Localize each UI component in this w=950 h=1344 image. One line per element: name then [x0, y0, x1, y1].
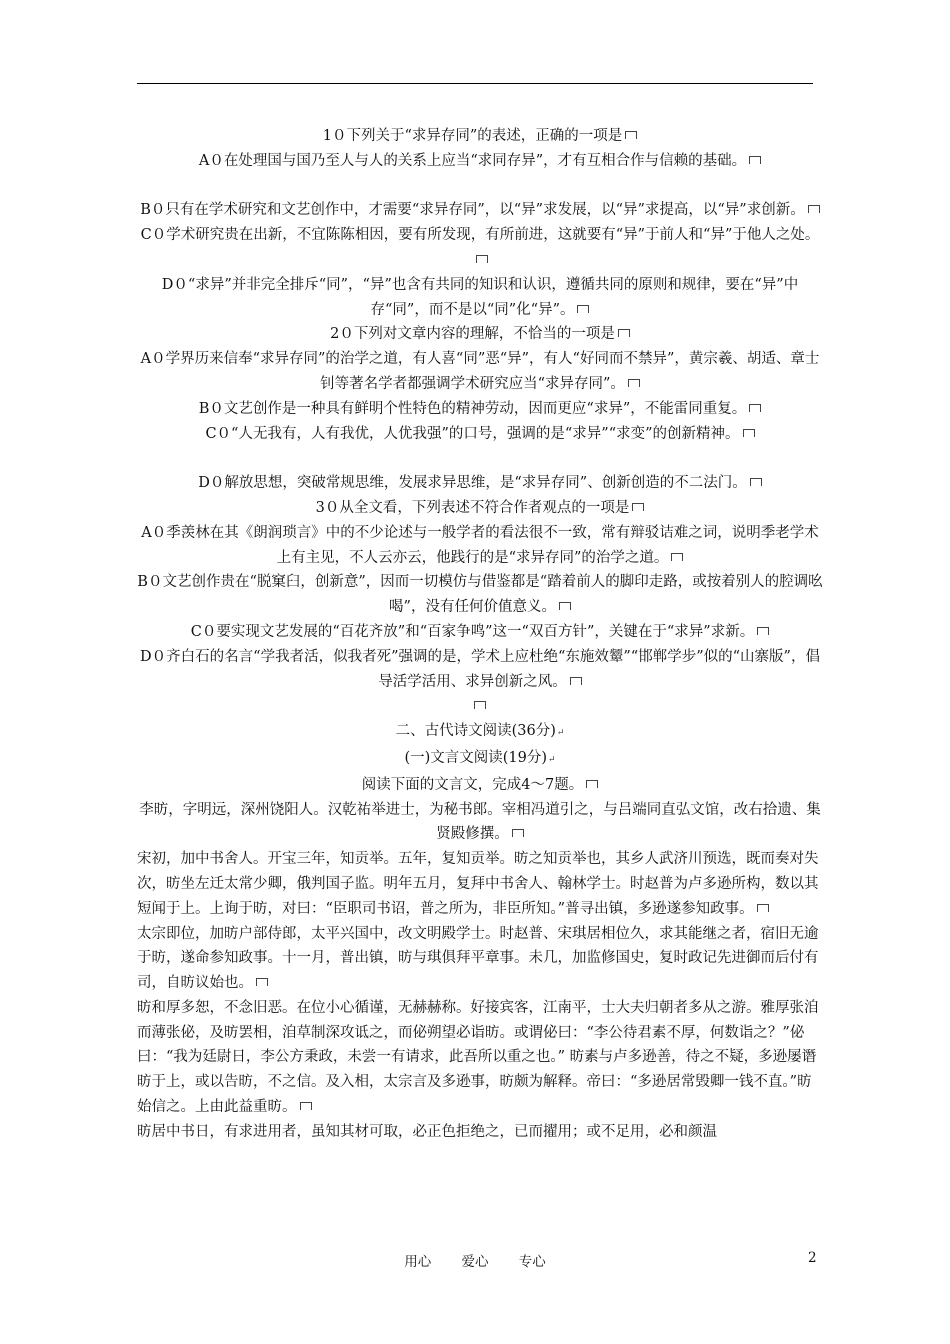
paragraph-mark-icon [757, 627, 769, 635]
q3-option-b: B０文艺创作贵在“脱窠臼，创新意”，因而一切模仿与借鉴都是“踏着前人的脚印走路，或按着别人的腔调吆喝”，没有任何价值意义。 [137, 574, 823, 616]
paragraph-mark-icon [577, 305, 589, 313]
q1-option-c: C０学术研究贵在出新，不宜陈陈相因，要有所发现，有所前进，这就要有“异”于前人和“异”于他人之处。 [137, 223, 823, 273]
paragraph-mark-icon [671, 553, 683, 561]
paragraph-mark-icon [757, 904, 769, 912]
section-subtitle: (一)文言文阅读(19分)↵ [137, 746, 823, 773]
paragraph-mark-icon [474, 701, 486, 709]
paragraph-mark-icon [749, 156, 761, 164]
q2-option-c: C０“人无我有，人有我优，人优我强”的口号，强调的是“求异”“求变”的创新精神。 [137, 422, 823, 447]
section-instruction: 阅读下面的文言文，完成4～7题。 [137, 773, 823, 798]
paragraph-mark-icon [256, 978, 268, 986]
q1-option-d: D０“求异”并非完全排斥“同”，“异”也含有共同的知识和认识，遵循共同的原则和规律，要在“异”中存“同”，而不是以“同”化“异”。 [161, 276, 799, 318]
header-rule [137, 83, 813, 84]
paragraph-mark-icon [750, 478, 762, 486]
paragraph-mark-icon [476, 255, 488, 263]
paragraph-mark-icon [632, 503, 644, 511]
section-title: 二、古代诗文阅读(36分)↵ [137, 719, 823, 746]
paragraph-mark-icon [618, 329, 630, 337]
paragraph-mark-icon [586, 780, 598, 788]
q2-option-b: B０文艺创作是一种具有鲜明个性特色的精神劳动，因而更应“求异”，不能雷同重复。 [137, 397, 823, 422]
paragraph-mark-icon [749, 404, 761, 412]
paragraph-mark-icon [628, 379, 640, 387]
q1-stem: 1０下列关于“求异存同”的表述，正确的一项是 [137, 124, 823, 149]
q2-option-d: D０解放思想，突破常规思维，发展求异思维，是“求异存同”、创新创造的不二法门。 [137, 471, 823, 496]
footer-motto: 用心 爱心 专心 [404, 1254, 546, 1270]
passage-paragraph-5: 昉居中书日，有求进用者，虽知其材可取，必正色拒绝之，已而擢用；或不足用，必和颜温 [137, 1123, 717, 1140]
passage-paragraph-3: 太宗即位，加昉户部侍郎，太平兴国中，改文明殿学士。时赵普、宋琪居相位久，求其能继之者，宿旧无逾于昉，遂命参知政事。十一月，普出镇，昉与琪俱拜平章事。未几，加监修国史，复时政记先进御而后付有司，自昉议始也。 [137, 925, 819, 992]
q1-option-a: A０在处理国与国乃至人与人的关系上应当“求同存异”，才有互相合作与信赖的基础。 [137, 149, 823, 174]
q1-option-b: B０只有在学术研究和文艺创作中，才需要“求异存同”，以“异”求发展，以“异”求提高，以“异”求创新。 [137, 198, 823, 223]
paragraph-mark-icon [743, 429, 755, 437]
q3-option-d: D０齐白石的名言“学我者活，似我者死”强调的是，学术上应杜绝“东施效颦”“邯郸学步”似的“山寨版”，倡导活学活用、求异创新之风。 [140, 648, 820, 690]
empty-paragraph [137, 694, 823, 719]
q3-option-a: A０季羡林在其《朗润琐言》中的不少论述与一般学者的看法很不一致，常有辩驳诘难之词，说明季老学术上有主见，不人云亦云，他践行的是“求异存同”的治学之道。 [141, 524, 819, 566]
q3-option-c: C０要实现文艺发展的“百花齐放”和“百家争鸣”这一“双百方针”，关键在于“求异”求新。 [137, 620, 823, 645]
paragraph-mark-icon [300, 1102, 312, 1110]
page-number: 2 [808, 1250, 817, 1266]
paragraph-mark-icon [625, 131, 637, 139]
passage-paragraph-2: 宋初，加中书舍人。开宝三年，知贡举。五年，复知贡举。昉之知贡举也，其乡人武济川预选，既而奏对失次，昉坐左迁太常少卿，俄判国子监。明年五月，复拜中书舍人、翰林学士。时赵普为卢多逊所构，数以其短闻于上。上询于昉，对曰：“臣职司书诏，普之所为，非臣所知。”普寻出镇，多逊遂参知政事。 [137, 851, 819, 917]
paragraph-mark-icon [570, 677, 582, 685]
q3-stem: 3０从全文看，下列表述不符合作者观点的一项是 [137, 496, 823, 521]
q2-option-a: A０学界历来信奉“求异存同”的治学之道，有人喜“同”恶“异”，有人“好同而不禁异”，黄宗羲、胡适、章士钊等著名学者都强调学术研究应当“求异存同”。 [140, 351, 820, 392]
line-break-mark-icon: ↵ [548, 754, 556, 765]
page-body [137, 124, 823, 1145]
paragraph-mark-icon [559, 602, 571, 610]
paragraph-mark-icon [808, 205, 820, 213]
q2-stem: 2０下列对文章内容的理解，不恰当的一项是 [137, 322, 823, 347]
paragraph-mark-icon [512, 829, 524, 837]
passage-paragraph-1: 李昉，字明远，深州饶阳人。汉乾祐举进士，为秘书郎。宰相冯道引之，与吕端同直弘文馆，改右拾遗、集贤殿修撰。 [139, 801, 821, 843]
line-break-mark-icon: ↵ [556, 728, 565, 739]
passage-paragraph-4: 昉和厚多恕，不念旧恶。在位小心循谨，无赫赫称。好接宾客，江南平，士大夫归朝者多从之游。雅厚张洎而薄张佖，及昉罢相，洎草制深攻诋之，而佖朔望必诣昉。或谓佖曰：“李公待君素不厚，何数诣之？”佖曰：“我为廷尉日，李公方秉政，未尝一有请求，此吾所以重之也。” 昉素与卢多逊善，待之不疑，多逊屡谮昉于上，或以告昉，不之信。及入相，太宗言及多逊事，昉颇为解释。帝曰：“多逊居常毁卿一钱不直。”昉始信之。上由此益重昉。 [137, 999, 819, 1116]
